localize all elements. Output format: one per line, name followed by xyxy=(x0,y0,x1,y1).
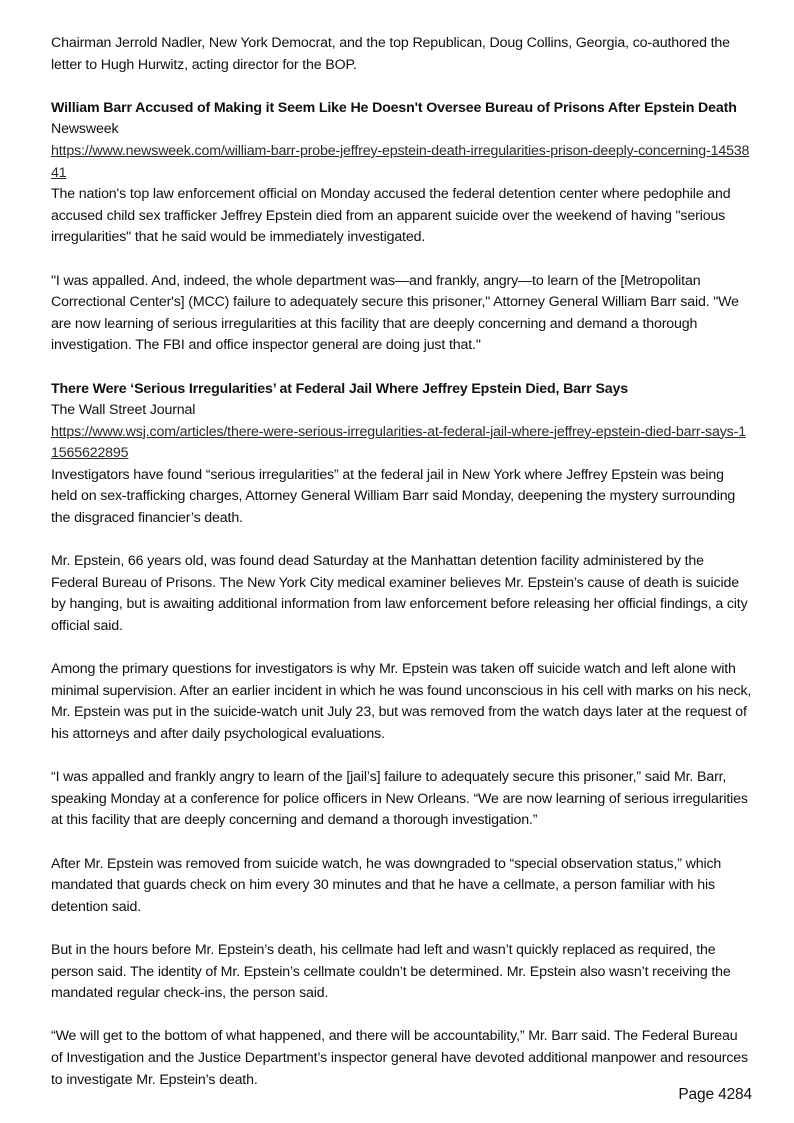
article-paragraph: "I was appalled. And, indeed, the whole department was—and frankly, angry—to learn of the [Metropolitan Correctional Center's] (MCC) failure to adequately secure this prisoner," Attorney General William Barr said. "We are now learning of serious irregularities at this facility that are deeply concerning and demand a thorough investigation. The FBI and office inspector general are doing just that." xyxy=(51,272,739,354)
article-paragraph: Investigators have found “serious irregularities” at the federal jail in New York where Jeffrey Epstein was being held on sex-trafficking charges, Attorney General William Barr said Monday, deepening the mystery surrounding the disgraced financier’s death. xyxy=(51,466,736,527)
article-paragraph: Mr. Epstein, 66 years old, was found dead Saturday at the Manhattan detention facility administered by the Federal Bureau of Prisons. The New York City medical examiner believes Mr. Epstein’s cause of death is suicide by hanging, but is awaiting additional information from law enforcement before releasing her official findings, a city official said. xyxy=(51,553,748,635)
article-paragraph: After Mr. Epstein was removed from suicide watch, he was downgraded to “special observation status,” which mandated that guards check on him every 30 minutes and that he have a cellmate, a person familiar with his detention said. xyxy=(51,855,722,915)
article-source: The Wall Street Journal xyxy=(51,402,196,419)
article-source: Newsweek xyxy=(51,121,119,138)
article-newsweek xyxy=(51,98,752,357)
article-paragraph: The nation's top law enforcement official on Monday accused the federal detention center where pedophile and accused child sex trafficker Jeffrey Epstein died from an apparent suicide over the weekend of having "serious irregularities" that he said would be immediately investigated. xyxy=(51,186,731,246)
article-link[interactable]: https://www.newsweek.com/william-barr-probe-jeffrey-epstein-death-irregularities-prison-deeply-concerning-1453841 xyxy=(51,142,750,181)
article-title: William Barr Accused of Making it Seem Like He Doesn't Oversee Bureau of Prisons After Epstein Death xyxy=(51,99,737,116)
article-paragraph: But in the hours before Mr. Epstein’s death, his cellmate had left and wasn’t quickly replaced as required, the person said. The identity of Mr. Epstein’s cellmate couldn’t be determined. Mr. Epstein also wasn’t receiving the mandated regular check-ins, the person said. xyxy=(51,941,731,1002)
intro-paragraph: Chairman Jerrold Nadler, New York Democrat, and the top Republican, Doug Collins, Georgia, co-authored the letter to Hugh Hurwitz, acting director for the BOP. xyxy=(51,35,730,73)
article-link[interactable]: https://www.wsj.com/articles/there-were-serious-irregularities-at-federal-jail-where-jeffrey-epstein-died-barr-says-11565622895 xyxy=(51,423,746,462)
article-paragraph: “I was appalled and frankly angry to learn of the [jail’s] failure to adequately secure this prisoner,” said Mr. Barr, speaking Monday at a conference for police officers in New Orleans. “We are now learning of serious irregularities at this facility that are deeply concerning and demand a thorough investigation.” xyxy=(51,769,748,829)
article-wsj xyxy=(51,379,752,1092)
page-number: Page 4284 xyxy=(678,1086,752,1103)
article-paragraph: Among the primary questions for investigators is why Mr. Epstein was taken off suicide watch and left alone with minimal supervision. After an earlier incident in which he was found unconscious in his cell with marks on his neck, Mr. Epstein was put in the suicide-watch unit July 23, but was removed from the watch days later at the request of his attorneys and after daily psychological evaluations. xyxy=(51,661,752,742)
article-paragraph: “We will get to the bottom of what happened, and there will be accountability,” Mr. Barr said. The Federal Bureau of Investigation and the Justice Department’s inspector general have devoted additional manpower and resources to investigate Mr. Epstein’s death. xyxy=(51,1028,748,1088)
article-title: There Were ‘Serious Irregularities’ at Federal Jail Where Jeffrey Epstein Died, Barr Says xyxy=(51,380,628,397)
